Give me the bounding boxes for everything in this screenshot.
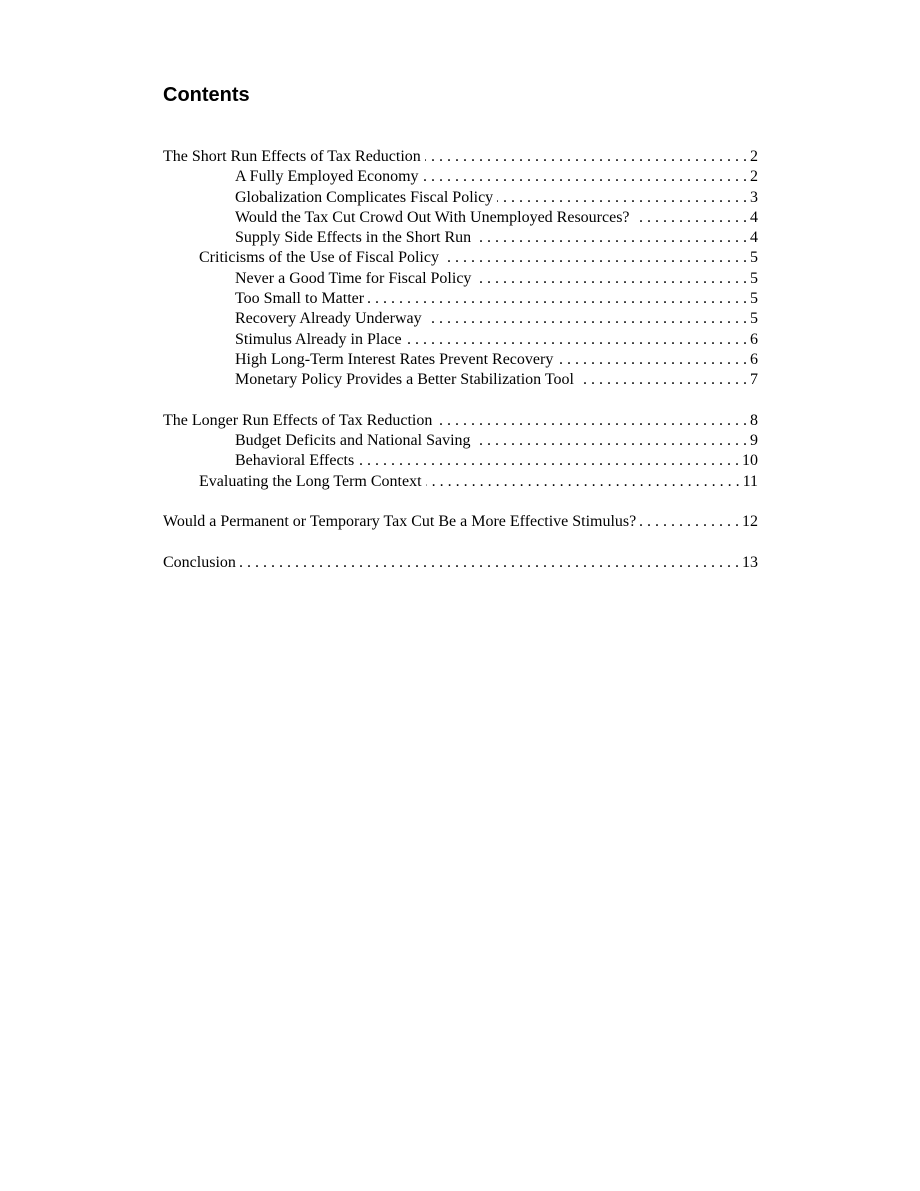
- toc-entry[interactable]: [163, 248, 758, 268]
- dot-leader: [497, 188, 747, 208]
- toc-entry[interactable]: [163, 269, 758, 289]
- dot-leader: [426, 309, 747, 329]
- toc-entry-page-number: 5: [750, 249, 758, 267]
- toc-entry[interactable]: [163, 451, 758, 471]
- toc-entry-page-number: 5: [750, 290, 758, 308]
- toc-entry[interactable]: [163, 472, 758, 492]
- dot-leader: [358, 451, 739, 471]
- dot-leader: [475, 431, 747, 451]
- toc-entry-title: Behavioral Effects: [235, 452, 355, 470]
- toc-entry-page-number: 9: [750, 432, 758, 450]
- toc-entry[interactable]: [163, 411, 758, 431]
- toc-entry[interactable]: [163, 512, 758, 532]
- toc-entry-title: Would a Permanent or Temporary Tax Cut Be a More Effective Stimulus?: [163, 513, 637, 531]
- toc-entry-page-number: 11: [742, 472, 758, 490]
- dot-leader: [640, 512, 739, 532]
- toc-entry-title: Globalization Complicates Fiscal Policy: [235, 188, 494, 206]
- dot-leader: [426, 472, 740, 492]
- toc-entry-page-number: 7: [750, 371, 758, 389]
- toc-entry-page-number: 6: [750, 350, 758, 368]
- toc-entry-title: Stimulus Already in Place: [235, 330, 402, 348]
- toc-entry-title: A Fully Employed Economy: [235, 168, 419, 186]
- toc-entry-title: High Long-Term Interest Rates Prevent Recovery: [235, 350, 554, 368]
- toc-entry-page-number: 5: [750, 310, 758, 328]
- toc-entry-page-number: 12: [742, 513, 758, 531]
- toc-entry[interactable]: [163, 228, 758, 248]
- toc-entry-page-number: 6: [750, 330, 758, 348]
- dot-leader: [368, 289, 747, 309]
- toc-entry[interactable]: [163, 309, 758, 329]
- dot-leader: [425, 147, 747, 167]
- toc-entry-page-number: 2: [750, 168, 758, 186]
- dot-leader: [240, 553, 739, 573]
- toc-entry-page-number: 5: [750, 269, 758, 287]
- toc-entry-title: Too Small to Matter: [235, 290, 365, 308]
- toc-entry[interactable]: [163, 167, 758, 187]
- toc-entry-title: Budget Deficits and National Saving: [235, 432, 471, 450]
- dot-leader: [475, 228, 747, 248]
- dot-leader: [475, 269, 747, 289]
- toc-entry-page-number: 10: [742, 452, 758, 470]
- dot-leader: [443, 248, 747, 268]
- toc-entry-title: The Short Run Effects of Tax Reduction: [163, 148, 421, 165]
- toc-entry[interactable]: [163, 289, 758, 309]
- toc-entry-title: Evaluating the Long Term Context: [199, 472, 422, 490]
- toc-entry[interactable]: [163, 553, 758, 573]
- toc-entry[interactable]: [163, 147, 758, 167]
- toc-entry-page-number: 13: [742, 553, 758, 571]
- toc-entry[interactable]: [163, 370, 758, 390]
- toc-entry[interactable]: [163, 188, 758, 208]
- dot-leader: [634, 208, 747, 228]
- contents-heading: Contents: [163, 84, 250, 106]
- dot-leader: [557, 350, 747, 370]
- toc-entry-page-number: 4: [750, 208, 758, 226]
- toc-entry[interactable]: [163, 350, 758, 370]
- toc-entry-title: Recovery Already Underway: [235, 310, 422, 328]
- toc-entry[interactable]: [163, 208, 758, 228]
- toc-entry-title: Conclusion: [163, 553, 236, 571]
- toc-entry-title: Criticisms of the Use of Fiscal Policy: [199, 249, 439, 267]
- toc-entry-title: Monetary Policy Provides a Better Stabilization Tool: [235, 371, 574, 389]
- toc-entry[interactable]: [163, 431, 758, 451]
- toc-entry-title: Supply Side Effects in the Short Run: [235, 229, 472, 247]
- dot-leader: [406, 330, 747, 350]
- toc-entry-page-number: 3: [750, 188, 758, 206]
- toc-entry-title: Never a Good Time for Fiscal Policy: [235, 269, 472, 287]
- dot-leader: [436, 411, 747, 431]
- dot-leader: [578, 370, 747, 390]
- toc-entry-page-number: 8: [750, 411, 758, 429]
- toc-entry[interactable]: [163, 330, 758, 350]
- table-of-contents: [163, 147, 758, 573]
- toc-entry-page-number: 4: [750, 229, 758, 247]
- dot-leader: [423, 167, 747, 187]
- toc-entry-page-number: 2: [750, 148, 758, 165]
- toc-entry-title: Would the Tax Cut Crowd Out With Unemployed Resources?: [235, 208, 630, 226]
- toc-entry-title: The Longer Run Effects of Tax Reduction: [163, 411, 433, 429]
